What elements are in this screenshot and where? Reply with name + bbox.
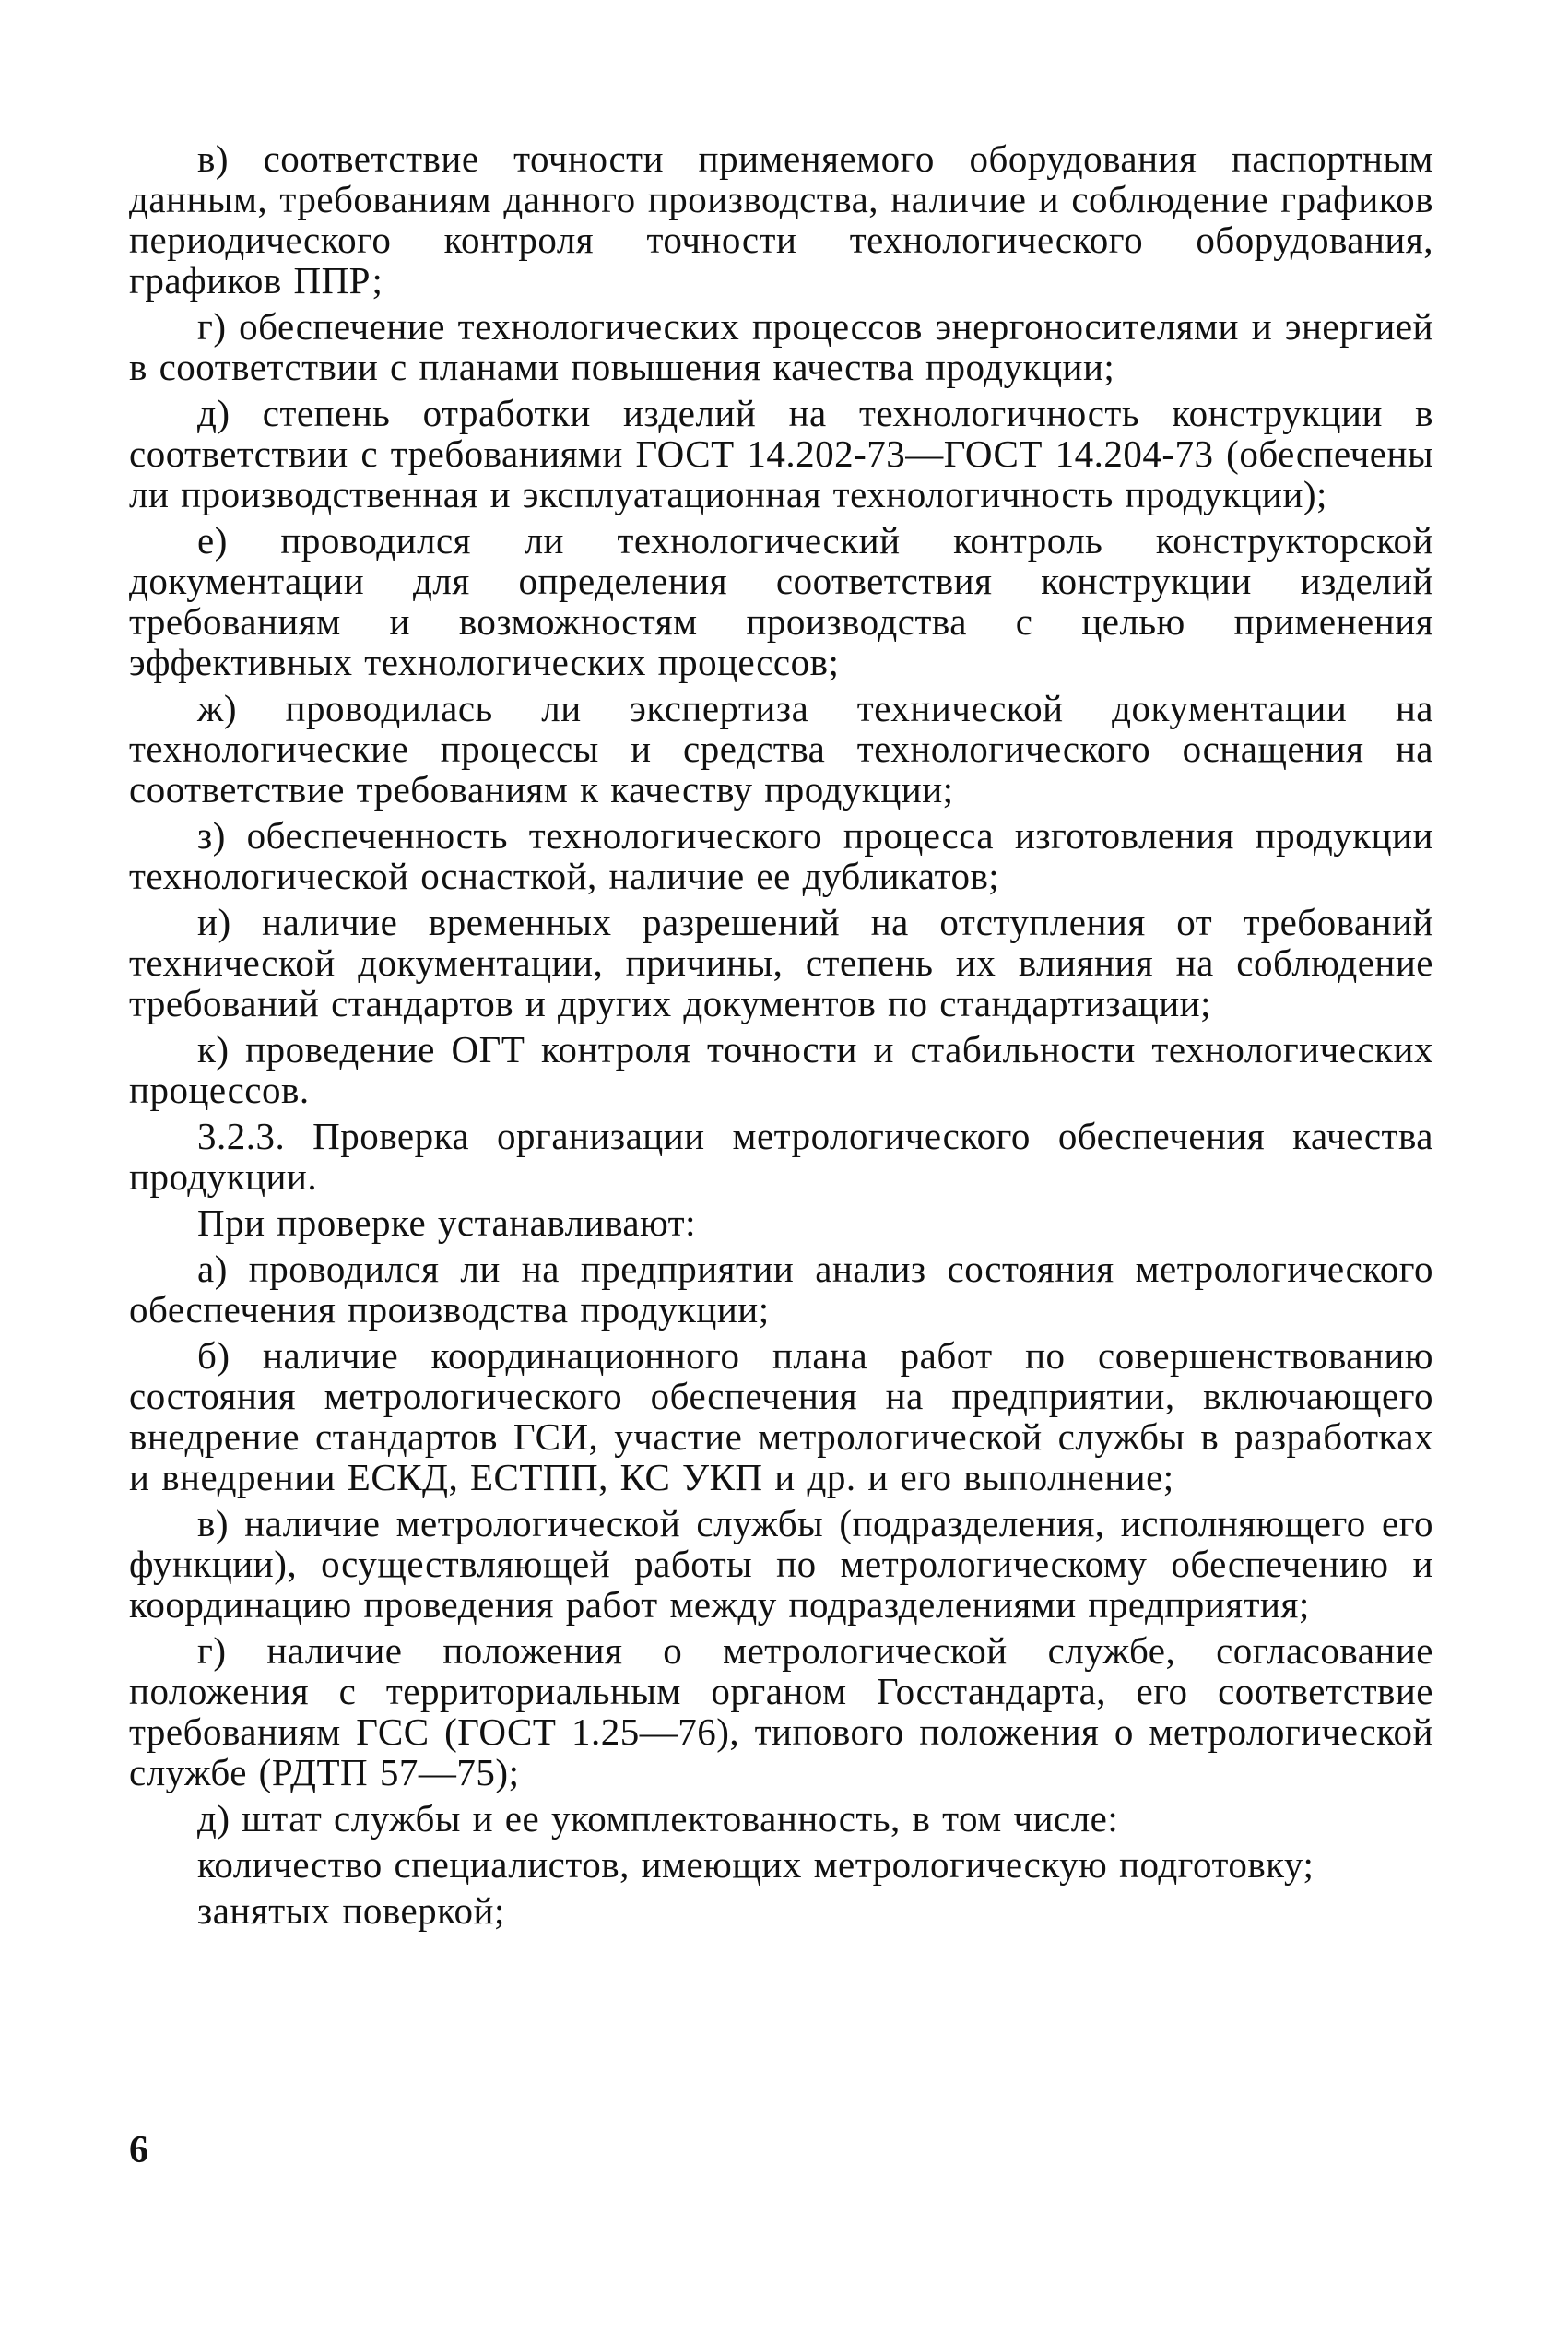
paragraph-g-service-regulation: г) наличие положения о метрологической службе, согласование положения с территориальным органом Госстандарта, его соответствие требованиям ГСС (ГОСТ 1.25—76), типового положения о метрологической службе (РДТП 57—75); [129, 1629, 1433, 1793]
page-number: 6 [129, 2129, 148, 2171]
body-text [129, 138, 1433, 1936]
paragraph-b-coordination-plan: б) наличие координационного плана работ по совершенствованию состояния метрологического обеспечения на предприятии, включающего внедрение стандартов ГСИ, участие метрологической службы в разработках и внедрении ЕСКД, ЕСТПП, КС УКП и др. и его выполнение; [129, 1334, 1433, 1498]
paragraph-i-temporary-permits: и) наличие временных разрешений на отступления от требований технической документации, причины, степень их влияния на соблюдение требований стандартов и других документов по стандартизации; [129, 901, 1433, 1024]
paragraph-e-technological-control: е) проводился ли технологический контроль конструкторской документации для определения соответствия конструкции изделий требованиям и возможностям производства с целью применения эффективных технологических процессов; [129, 519, 1433, 683]
paragraph-staff-verification: занятых поверкой; [197, 1889, 505, 1932]
paragraph-d-manufacturability: д) степень отработки изделий на технологичность конструкции в соответствии с требованиями ГОСТ 14.202-73—ГОСТ 14.204-73 (обеспечены ли производственная и эксплуатационная технологичность продукции); [129, 392, 1433, 515]
paragraph-d-staff: д) штат службы и ее укомплектованность, в том числе: [197, 1797, 1119, 1840]
paragraph-v-metrology-service: в) наличие метрологической службы (подразделения, исполняющего его функции), осуществляющей работы по метрологическому обеспечению и координацию проведения работ между подразделениями предприятия; [129, 1502, 1433, 1626]
paragraph-k-ogt-control: к) проведение ОГТ контроля точности и стабильности технологических процессов. [129, 1028, 1433, 1111]
paragraph-staff-specialists: количество специалистов, имеющих метрологическую подготовку; [197, 1843, 1315, 1886]
paragraph-g-energy-supply: г) обеспечение технологических процессов энергоносителями и энергией в соответствии с планами повышения качества продукции; [129, 305, 1433, 388]
paragraph-a-analysis: а) проводился ли на предприятии анализ состояния метрологического обеспечения производства продукции; [129, 1248, 1433, 1331]
paragraph-zh-expertise: ж) проводилась ли экспертиза технической документации на технологические процессы и средства технологического оснащения на соответствие требованиям к качеству продукции; [129, 687, 1433, 811]
section-heading-3-2-3: 3.2.3. Проверка организации метрологического обеспечения качества продукции. [129, 1115, 1433, 1198]
paragraph-z-tooling: з) обеспеченность технологического процесса изготовления продукции технологической оснасткой, наличие ее дубликатов; [129, 814, 1433, 897]
paragraph-v-equipment-accuracy: в) соответствие точности применяемого оборудования паспортным данным, требованиям данного производства, наличие и соблюдение графиков периодического контроля точности технологического оборудования, графиков ППР; [129, 137, 1433, 302]
paragraph-check-intro: При проверке устанавливают: [197, 1201, 696, 1244]
